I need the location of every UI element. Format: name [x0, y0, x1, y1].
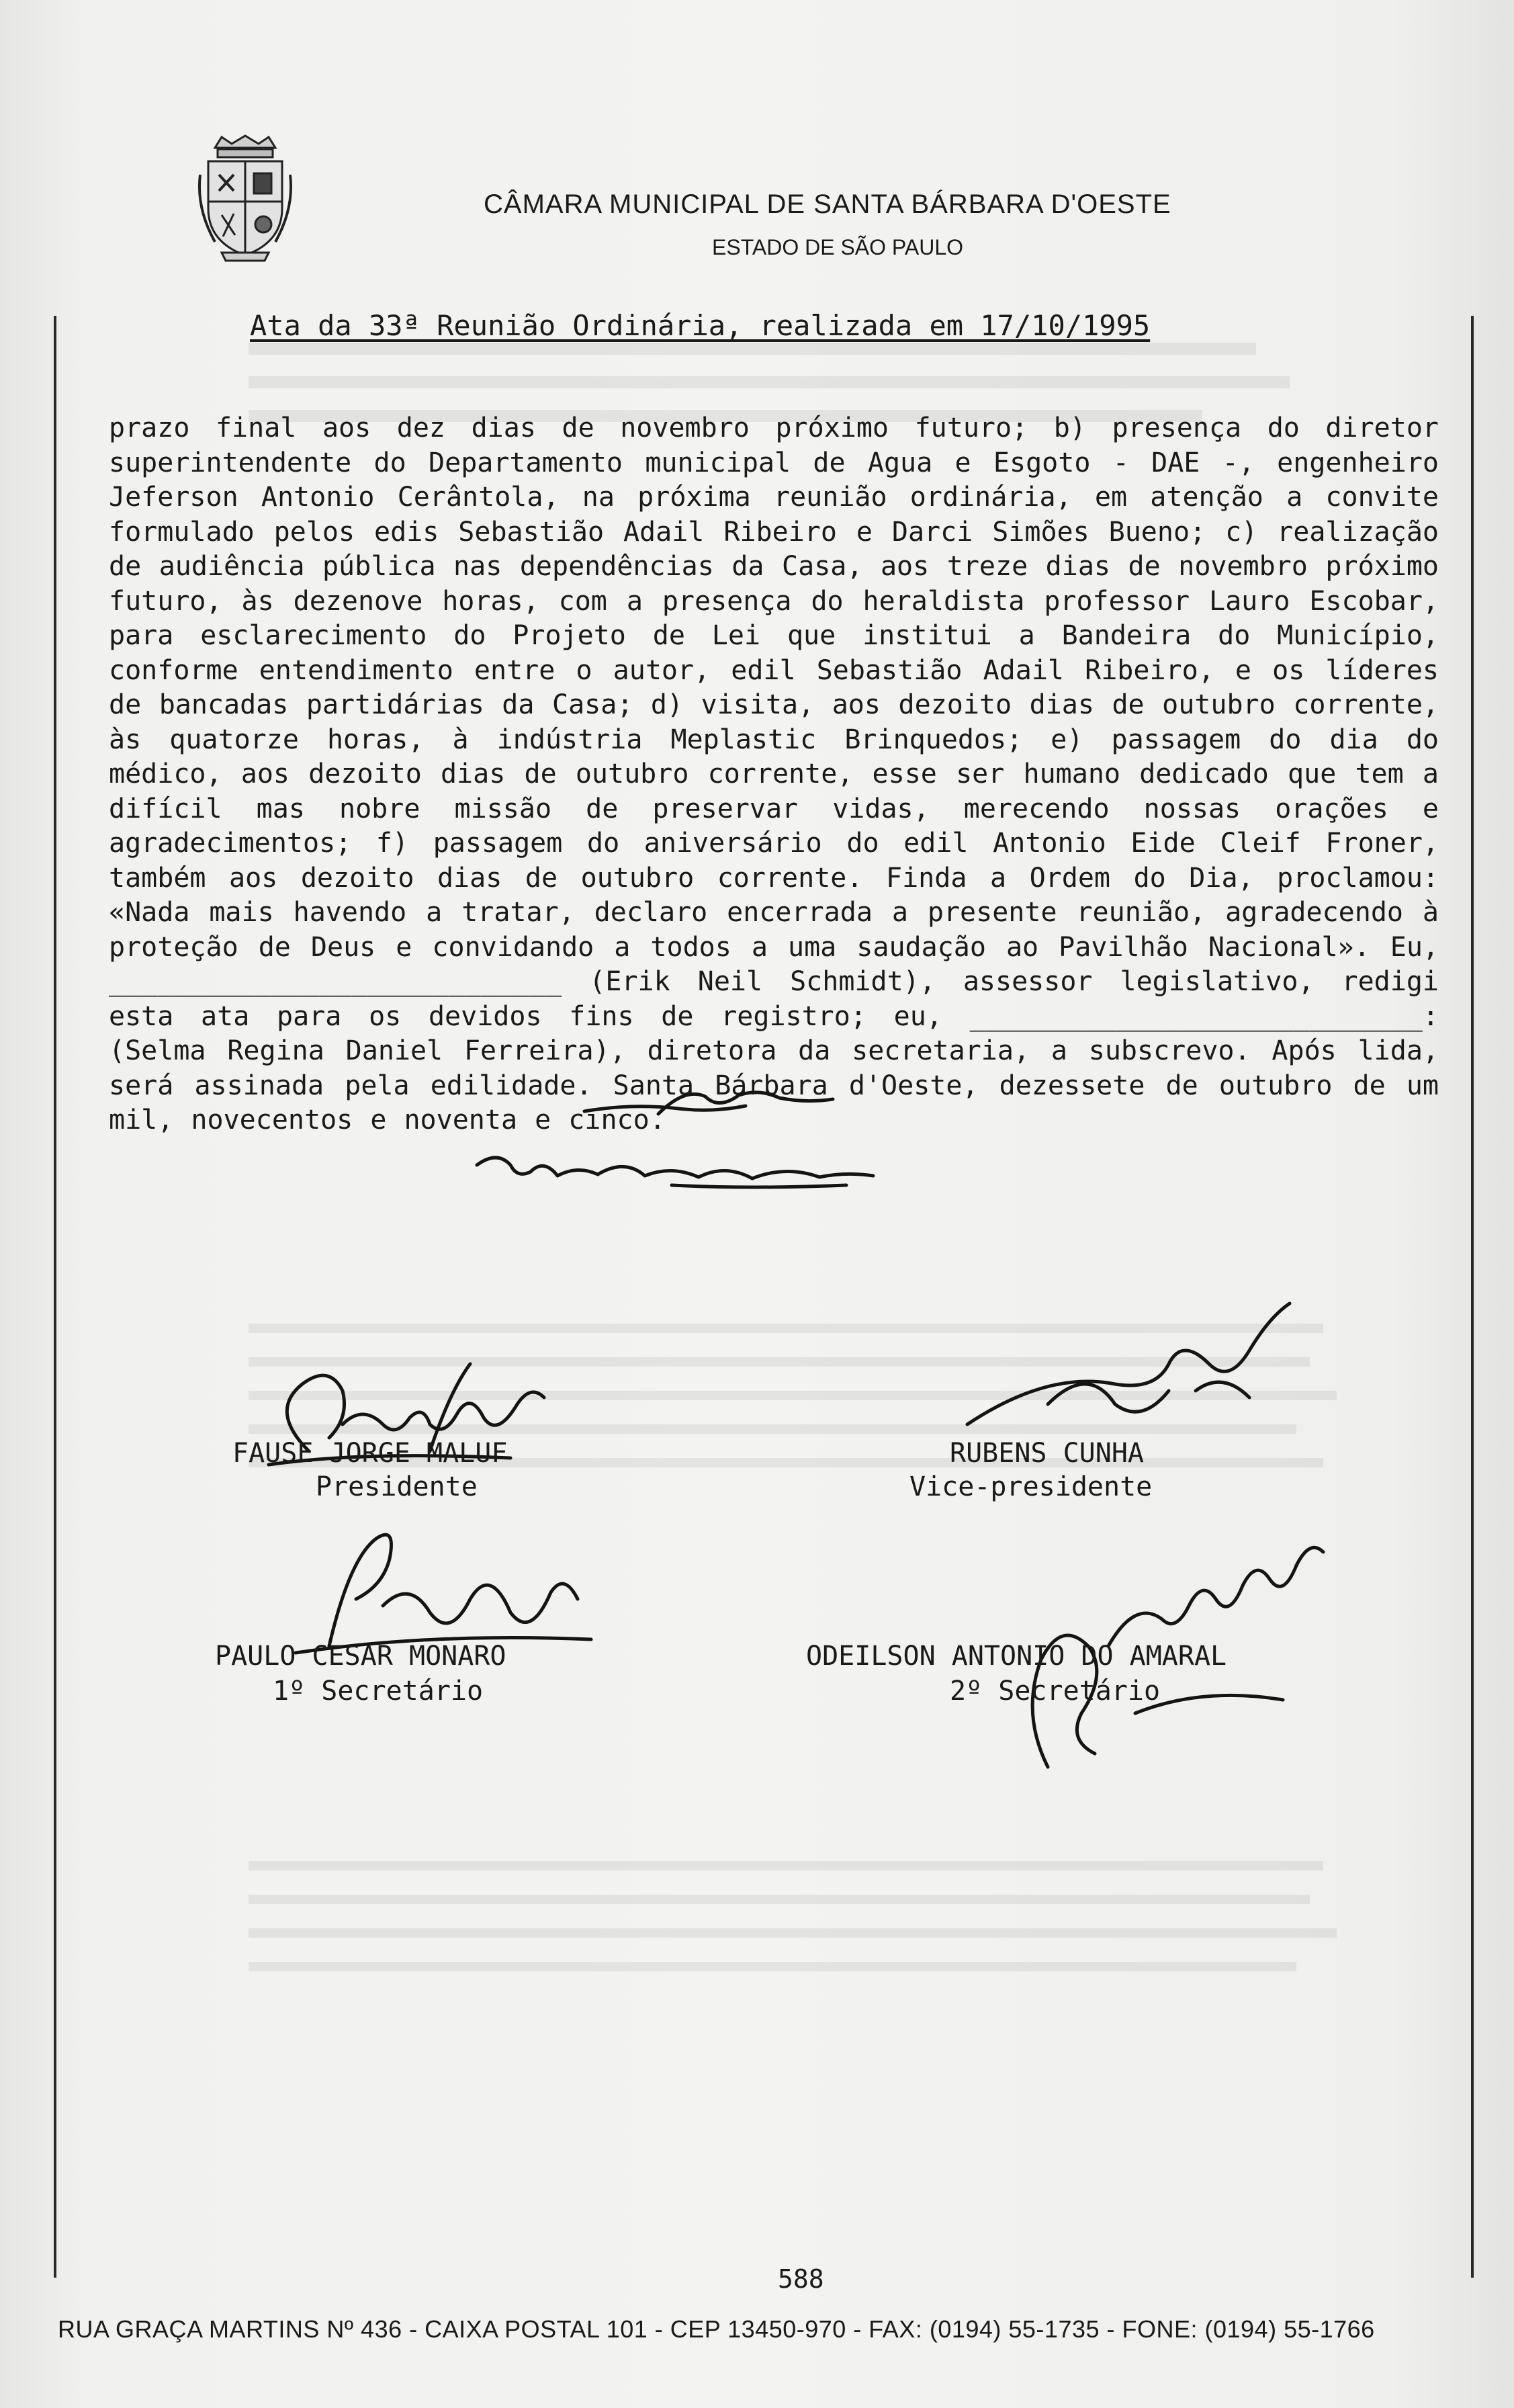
signature-erik-neil-schmidt — [578, 1083, 860, 1123]
signatory-role-first-secretary: 1º Secretário — [273, 1676, 484, 1707]
minutes-title: Ata da 33ª Reunião Ordinária, realizada em 17/10/1995 — [250, 309, 1151, 342]
footer-address: RUA GRAÇA MARTINS Nº 436 - CAIXA POSTAL 101 - CEP 13450-970 - FAX: (0194) 55-1735 - FONE: (0194) 55-1766 — [58, 2315, 1375, 2343]
signatory-name-vice-president: RUBENS CUNHA — [950, 1438, 1144, 1469]
signature-selma-regina-daniel-ferreira — [470, 1145, 914, 1192]
municipal-crest-icon — [195, 134, 296, 262]
signature-paulo-cesar-monaro — [282, 1518, 631, 1660]
signature-rubens-cunha — [914, 1290, 1330, 1445]
left-margin-rule — [54, 316, 56, 2278]
minutes-body-text: prazo final aos dez dias de novembro próximo futuro; b) presença do diretor superintendente do Departamento municipal de Agua e Esgoto - DAE -, engenheiro Jeferson Antonio Cerântola, na próxima reunião ordinária, em atenção a convite formulado pelos edis Sebastião Adail Ribeiro e Darci Simões Bueno; c) realização de audiência pública nas dependências da Casa, aos treze dias de novembro próximo futuro, às dezenove horas, com a presença do heraldista professor Lauro Escobar, para esclarecimento do Projeto de Lei que institui a Bandeira do Município, conforme entendimento entre o autor, edil Sebastião Adail Ribeiro, e os líderes de bancadas partidárias da Casa; d) visita, aos dezoito dias de outubro corrente, às quatorze horas, à indústria Meplastic Brinquedos; e) passagem do dia do médico, aos dezoito dias de outubro corrente, esse ser humano dedicado que tem a difícil mas nobre missão de preservar vidas, merecendo nossas orações e agradecimentos; f) passagem do aniversário do edil Antonio Eide Cleif Froner, também aos dezoito dias de outubro corrente. Finda a Ordem do Dia, proclamou: «Nada mais havendo a tratar, declaro encerrada a presente reunião, agradecendo à proteção de Deus e convidando a todos a uma saudação ao Pavilhão Nacional». Eu, ____________________________ (Erik Neil Schmidt), assessor legislativo, redigi esta ata para os devidos fins de registro; eu, ____________________________: (Selma Regina Daniel Ferreira), diretora da secretaria, a subscrevo. Após lida, será assinada pela edilidade. Santa Bárbara d'Oeste, dezessete de outubro de um mil, novecentos e noventa e cinco. — [109, 413, 1439, 1135]
signatory-role-second-secretary: 2º Secretário — [950, 1676, 1161, 1707]
signatory-role-president: Presidente — [316, 1471, 478, 1502]
signatory-name-second-secretary: ODEILSON ANTONIO DO AMARAL — [806, 1641, 1227, 1672]
page-number: 588 — [778, 2264, 824, 2294]
signatory-name-president: FAUSE JORGE MALUF — [232, 1438, 508, 1469]
institution-state: ESTADO DE SÃO PAULO — [712, 235, 964, 259]
signatory-name-first-secretary: PAULO CESAR MONARO — [215, 1641, 506, 1672]
signatory-role-vice-president: Vice-presidente — [909, 1471, 1153, 1502]
institution-name: CÂMARA MUNICIPAL DE SANTA BÁRBARA D'OESTE — [484, 189, 1171, 219]
right-margin-rule — [1471, 316, 1474, 2278]
